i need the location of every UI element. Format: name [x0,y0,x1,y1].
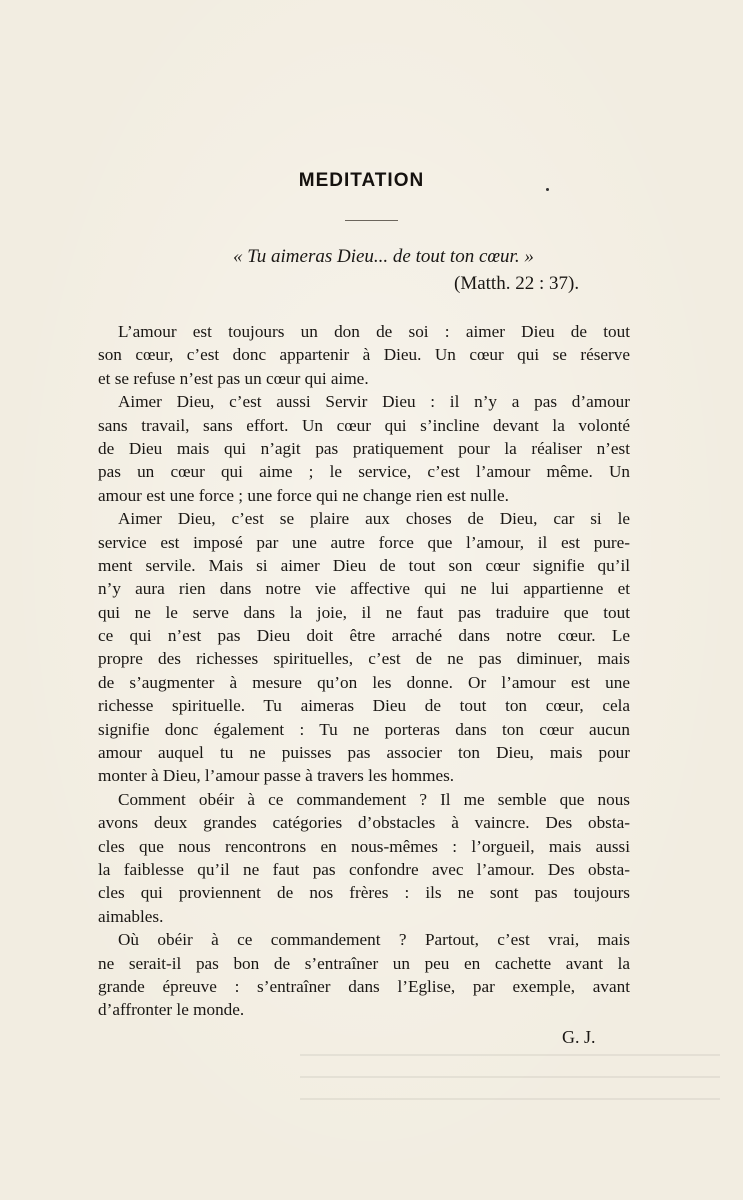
text-line: amour auquel tu ne puisses pas associer ton Dieu, mais pour [98,743,630,763]
text-line: ce qui n’est pas Dieu doit être arraché dans notre cœur. Le [98,626,630,646]
epigraph-citation: (Matth. 22 : 37). [454,273,580,294]
text-line: de s’augmenter à mesure qu’on les donne. Or l’amour est une [98,672,630,692]
body-text [98,320,630,1022]
page-title: MEDITATION [298,170,425,191]
text-line: Où obéir à ce commandement ? Partout, c’est vrai, mais [118,930,630,950]
text-line: la faiblesse qu’il ne faut pas confondre avec l’amour. Des obsta- [98,859,630,879]
text-line: avons deux grandes catégories d’obstacles à vaincre. Des obsta- [98,813,630,833]
text-line: richesse spirituelle. Tu aimeras Dieu de tout ton cœur, cela [98,696,630,716]
text-line: qui ne le serve dans la joie, il ne faut pas traduire que tout [98,602,630,622]
author-signature: G. J. [562,1027,596,1047]
text-line: service est imposé par une autre force que l’amour, il est pure- [98,532,630,552]
text-line: n’y aura rien dans notre vie affective qui ne lui appartienne et [98,579,630,599]
text-line: Aimer Dieu, c’est aussi Servir Dieu : il n’y a pas d’amour [118,392,630,412]
text-line: monter à Dieu, l’amour passe à travers les hommes. [98,766,455,786]
text-line: d’affronter le monde. [98,1000,245,1020]
text-line: cles que nous rencontrons en nous-mêmes : l’orgueil, mais aussi [98,836,630,856]
title-divider [345,220,398,221]
text-line: propre des richesses spirituelles, c’est de ne pas diminuer, mais [98,649,630,669]
text-line: aimables. [98,906,164,926]
text-line: Comment obéir à ce commandement ? Il me semble que nous [118,789,630,809]
text-line: L’amour est toujours un don de soi : aimer Dieu de tout [118,322,630,341]
text-line: et se refuse n’est pas un cœur qui aime. [98,368,369,388]
text-line: Aimer Dieu, c’est se plaire aux choses de Dieu, car si le [118,509,630,529]
text-line: ment servile. Mais si aimer Dieu de tout son cœur signifie qu’il [98,555,630,575]
ink-speck [546,188,549,191]
text-line: de Dieu mais qui n’agit pas pratiquement pour la réaliser n’est [98,438,630,458]
text-line: son cœur, c’est donc appartenir à Dieu. Un cœur qui se réserve [98,345,630,365]
show-through-texture [300,1040,720,1100]
text-line: signifie donc également : Tu ne porteras dans ton cœur aucun [98,719,630,739]
text-line: sans travail, sans effort. Un cœur qui s’incline devant la volonté [98,415,630,435]
text-line: amour est une force ; une force qui ne change rien est nulle. [98,485,509,505]
text-line: ne serait-il pas bon de s’entraîner un peu en cachette avant la [98,953,630,973]
text-line: pas un cœur qui aime ; le service, c’est l’amour même. Un [98,462,630,482]
text-line: cles qui proviennent de nos frères : ils ne sont pas toujours [98,883,630,903]
epigraph-quote: « Tu aimeras Dieu... de tout ton cœur. » [233,246,534,267]
text-line: grande épreuve : s’entraîner dans l’Eglise, par exemple, avant [98,976,630,996]
